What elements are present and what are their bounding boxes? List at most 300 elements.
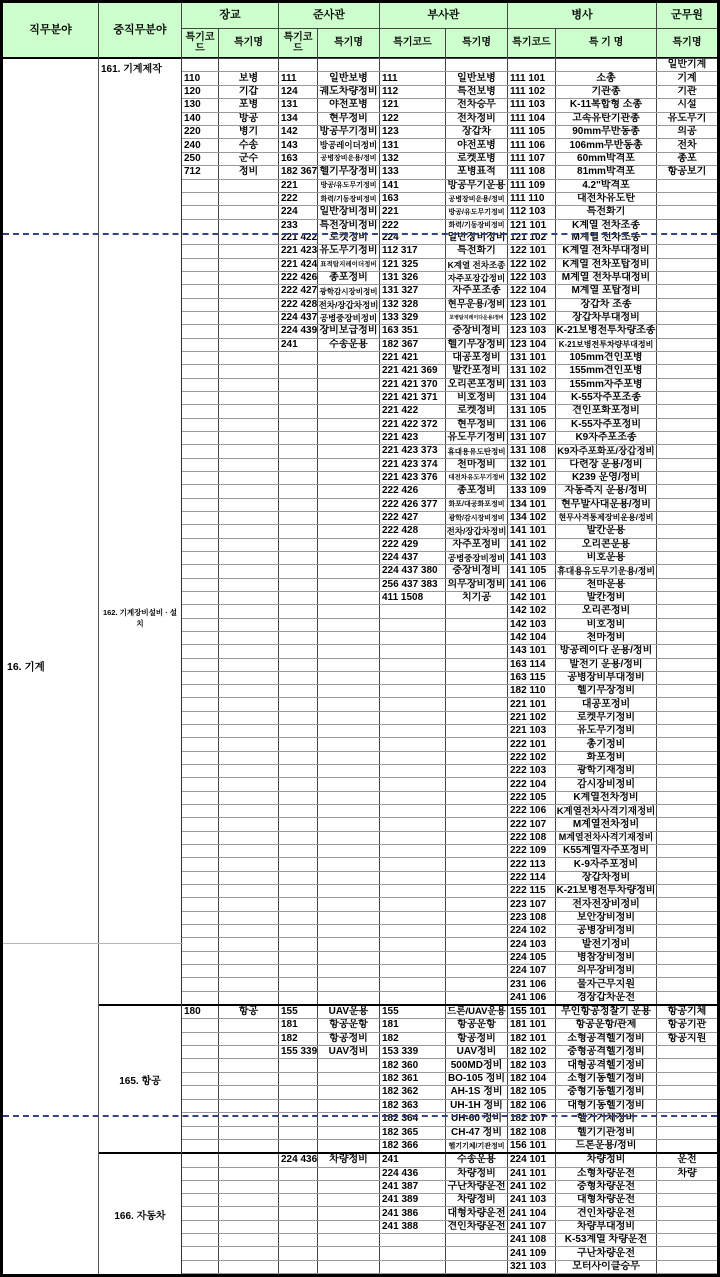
cell-officer-code — [182, 272, 219, 284]
cell-nco-name: 전차승무 — [446, 99, 508, 111]
cell-soldier-name: K-55자주포정비 — [556, 419, 657, 431]
cell-officer-code — [182, 512, 219, 524]
cell-nco-code: 256 437 383 — [380, 579, 446, 591]
cell-warrant-name — [318, 805, 380, 817]
cell-soldier-name: 대형기동헬기정비 — [556, 1100, 657, 1112]
cell-nco-name: 치기공 — [446, 592, 508, 604]
cell-nco-name: 장갑차 — [446, 126, 508, 138]
cell-warrant-code — [279, 365, 318, 377]
cell-nco-name — [446, 1261, 508, 1273]
cell-civilian-name — [657, 285, 717, 297]
cell-nco-name: 견인차량운전 — [446, 1221, 508, 1233]
cell-soldier-name: 천마정비 — [556, 632, 657, 644]
cell-nco-code — [380, 938, 446, 950]
table-row — [182, 1221, 717, 1234]
cell-soldier-code: 111 104 — [508, 113, 556, 125]
cell-nco-code: 133 — [380, 166, 446, 178]
cell-officer-name — [219, 299, 279, 311]
cell-civilian-name — [657, 220, 717, 232]
table-row — [182, 978, 717, 991]
cell-nco-name — [446, 1247, 508, 1259]
cell-nco-code — [380, 978, 446, 990]
cell-soldier-code: 223 107 — [508, 898, 556, 910]
cell-officer-name — [219, 472, 279, 484]
cell-nco-code — [380, 925, 446, 937]
cell-officer-name — [219, 59, 279, 71]
table-row — [182, 72, 717, 85]
cell-nco-name: 야전포병 — [446, 139, 508, 151]
cell-warrant-code: 224 439 — [281, 325, 318, 337]
table-row — [182, 539, 717, 552]
table-row — [182, 1086, 717, 1099]
cell-nco-name — [446, 978, 508, 990]
cell-officer-code: 220 — [182, 126, 219, 138]
cell-nco-name: 차량정비 — [446, 1194, 508, 1206]
cell-warrant-code — [279, 619, 318, 631]
cell-officer-name — [219, 272, 279, 284]
cell-warrant-code — [279, 645, 318, 657]
cell-warrant-code: 222 426 — [281, 272, 318, 284]
cell-officer-name — [219, 765, 279, 777]
cell-warrant-code — [279, 912, 318, 924]
table-row — [182, 1100, 717, 1113]
cell-nco-code — [380, 605, 446, 617]
cell-officer-name — [219, 245, 279, 257]
cell-nco-code — [380, 792, 446, 804]
cell-warrant-code — [279, 832, 318, 844]
cell-officer-name — [219, 1181, 279, 1193]
cell-nco-code: 241 389 — [380, 1194, 446, 1206]
cell-soldier-code: 222 107 — [508, 818, 556, 830]
cell-soldier-code: 182 103 — [508, 1059, 556, 1071]
cell-warrant-name — [318, 898, 380, 910]
cell-warrant-code — [279, 592, 318, 604]
cell-civilian-name — [657, 645, 717, 657]
cell-nco-name — [446, 1234, 508, 1246]
cell-officer-code — [182, 59, 219, 71]
cell-nco-code — [380, 672, 446, 684]
cell-warrant-name — [318, 1168, 380, 1180]
cell-nco-code: 182 — [380, 1033, 446, 1045]
cell-warrant-name — [318, 472, 380, 484]
cell-nco-code — [380, 632, 446, 644]
cell-civilian-name — [657, 619, 717, 631]
cell-soldier-name: 기관총 — [556, 86, 657, 98]
cell-soldier-name: 비호운용 — [556, 552, 657, 564]
cell-nco-code: 221 421 — [380, 352, 446, 364]
cell-officer-code — [182, 792, 219, 804]
cell-warrant-name: 방공레이더정비 — [318, 139, 380, 151]
table-row — [182, 365, 717, 378]
table-row — [182, 898, 717, 911]
cell-warrant-name — [318, 512, 380, 524]
cell-nco-name — [446, 752, 508, 764]
cell-warrant-name — [318, 539, 380, 551]
cell-nco-name: 총포정비 — [446, 485, 508, 497]
cell-officer-code — [182, 180, 219, 192]
cell-civilian-name — [657, 1261, 717, 1273]
cell-warrant-name: 수송운용 — [318, 339, 380, 351]
cell-warrant-code — [279, 1168, 318, 1180]
cell-civilian-name — [657, 1140, 717, 1152]
cell-nco-code — [380, 738, 446, 750]
cell-officer-name — [219, 1207, 279, 1219]
cell-nco-name — [446, 645, 508, 657]
header-soldier-name: 특 기 명 — [556, 29, 657, 59]
cell-soldier-code: 241 101 — [508, 1168, 556, 1180]
cell-officer-code — [182, 938, 219, 950]
cell-civilian-name — [657, 1113, 717, 1125]
cell-soldier-name: 헬기기관정비 — [556, 1127, 657, 1139]
cell-nco-name: 드론/UAV운용 — [446, 1006, 508, 1018]
cell-warrant-name: 야전포병 — [318, 99, 380, 111]
cell-soldier-name: K계열 전차포탑정비 — [556, 259, 657, 271]
cell-officer-name — [219, 792, 279, 804]
cell-civilian-name: 항공보기 — [667, 166, 707, 178]
cell-civilian-name: 총포 — [677, 152, 697, 164]
cell-officer-name: 병기 — [219, 126, 279, 138]
cell-nco-name: 일반장비정비 — [446, 232, 508, 244]
cell-officer-name: 수송 — [219, 139, 279, 151]
cell-warrant-code — [279, 925, 318, 937]
cell-soldier-name: 현무사격통제장비운용/정비 — [556, 512, 657, 524]
cell-officer-code — [182, 1059, 219, 1071]
cell-warrant-code — [279, 485, 318, 497]
cell-civilian-name — [657, 872, 717, 884]
cell-warrant-code — [279, 605, 318, 617]
cell-nco-name: 로켓정비 — [446, 405, 508, 417]
cell-soldier-name: 로켓무기정비 — [556, 712, 657, 724]
cell-nco-name: 자주포조종 — [446, 285, 508, 297]
header-group-civilian: 군무원 — [657, 3, 717, 29]
cell-nco-name: 수송운용 — [446, 1154, 508, 1166]
cell-civilian-name — [657, 898, 717, 910]
cell-nco-name: UH-1H 정비 — [446, 1100, 508, 1112]
section-label-162: 162. 기계장비설비 · 설치 — [102, 607, 178, 628]
cell-soldier-code: 224 101 — [508, 1154, 556, 1166]
cell-warrant-name — [318, 565, 380, 577]
cell-officer-code — [182, 232, 219, 244]
cell-soldier-name: 현무발사대운용/정비 — [556, 499, 657, 511]
cell-warrant-name — [318, 392, 380, 404]
cell-soldier-name: 드론운용/정비 — [556, 1140, 657, 1152]
cell-warrant-name: 전차/장갑차정비 — [318, 299, 379, 310]
cell-warrant-code — [279, 818, 318, 830]
cell-warrant-name — [318, 592, 380, 604]
cell-soldier-name: 공병장비부대정비 — [556, 672, 657, 684]
cell-officer-name — [219, 912, 279, 924]
cell-warrant-name — [318, 952, 380, 964]
cell-officer-name — [219, 525, 279, 537]
cell-warrant-name: 광학감시장비정비 — [318, 285, 380, 297]
cell-nco-code — [380, 965, 446, 977]
table-row — [182, 912, 717, 925]
section-161 — [182, 59, 717, 232]
cell-soldier-code: 111 106 — [508, 139, 556, 151]
cell-soldier-name: 중형공격헬기정비 — [556, 1046, 657, 1058]
cell-nco-code: 182 366 — [380, 1140, 446, 1152]
cell-warrant-name — [318, 445, 380, 457]
table-row — [182, 299, 717, 312]
cell-warrant-code — [279, 512, 318, 524]
cell-civilian-name — [657, 392, 717, 404]
cell-warrant-code: 221 — [279, 180, 318, 192]
cell-nco-name — [446, 659, 508, 671]
cell-officer-code — [182, 1194, 219, 1206]
cell-officer-name — [219, 725, 279, 737]
cell-nco-name — [446, 725, 508, 737]
cell-warrant-name — [318, 1127, 380, 1139]
cell-warrant-code — [279, 992, 318, 1004]
cell-officer-code — [182, 1261, 219, 1273]
cell-officer-code — [182, 1073, 219, 1085]
cell-nco-code: 163 — [380, 193, 446, 205]
cell-nco-code — [380, 832, 446, 844]
table-row — [182, 1019, 717, 1032]
cell-soldier-name: 전자전장비정비 — [556, 898, 657, 910]
cell-civilian-name — [657, 565, 717, 577]
cell-warrant-name — [318, 1100, 380, 1112]
table-row — [182, 872, 717, 885]
cell-soldier-code: 111 105 — [508, 126, 556, 138]
cell-civilian-name — [657, 552, 717, 564]
cell-officer-name — [219, 778, 279, 790]
cell-nco-name: 대공포정비 — [446, 352, 508, 364]
cell-soldier-name: K-55자주포조종 — [556, 392, 657, 404]
cell-officer-name — [219, 632, 279, 644]
cell-warrant-code: 131 — [279, 99, 318, 111]
cell-officer-name — [219, 672, 279, 684]
cell-civilian-name — [657, 672, 717, 684]
cell-officer-name: 보병 — [219, 72, 279, 84]
cell-soldier-code: 182 107 — [508, 1113, 556, 1125]
cell-soldier-code: 231 106 — [508, 978, 556, 990]
cell-nco-name: 특전화기 — [446, 245, 508, 257]
cell-warrant-code — [279, 965, 318, 977]
cell-officer-code — [182, 712, 219, 724]
cell-warrant-code: 124 — [279, 86, 318, 98]
table-row — [182, 59, 717, 72]
cell-warrant-code — [279, 858, 318, 870]
cell-warrant-name — [318, 965, 380, 977]
cell-soldier-code: 241 109 — [508, 1247, 556, 1259]
section-label-161: 161. 기계제작 — [101, 64, 162, 75]
cell-soldier-code: 182 106 — [508, 1100, 556, 1112]
cell-officer-name: 방공 — [219, 113, 279, 125]
table-row — [182, 139, 717, 152]
cell-nco-name — [446, 845, 508, 857]
cell-warrant-name: UAV정비 — [318, 1046, 380, 1058]
table-row — [182, 925, 717, 938]
cell-nco-code: 153 339 — [380, 1046, 446, 1058]
cell-officer-name — [219, 698, 279, 710]
cell-civilian-name: 항공지원 — [667, 1032, 707, 1044]
cell-warrant-name — [318, 579, 380, 591]
cell-soldier-name: K9자주포조종 — [556, 432, 657, 444]
cell-officer-name — [219, 1073, 279, 1085]
cell-warrant-name — [318, 659, 380, 671]
cell-soldier-code: 123 102 — [508, 312, 556, 324]
cell-officer-code — [182, 605, 219, 617]
cell-soldier-code: 111 110 — [508, 193, 556, 205]
table-row — [182, 1059, 717, 1072]
cell-nco-code: 224 437 380 — [380, 565, 446, 577]
cell-officer-code — [182, 698, 219, 710]
cell-nco-name: 발칸포정비 — [446, 365, 508, 377]
cell-warrant-name — [318, 738, 380, 750]
cell-soldier-name: 방공레이다 운용/정비 — [556, 645, 657, 657]
cell-nco-name: 헬기기체/기관정비 — [446, 1140, 508, 1152]
cell-officer-name — [219, 1086, 279, 1098]
cell-warrant-code: 221 422 — [281, 232, 318, 244]
cell-soldier-name: 발전기 운용/정비 — [556, 659, 657, 671]
cell-soldier-name: 천마운용 — [556, 579, 657, 591]
cell-officer-name — [219, 579, 279, 591]
table-row — [182, 1127, 717, 1140]
cell-nco-code: 221 421 371 — [380, 392, 446, 404]
cell-civilian-name — [657, 1181, 717, 1193]
cell-soldier-code: 222 102 — [508, 752, 556, 764]
cell-soldier-code: 122 103 — [508, 272, 556, 284]
cell-warrant-name: 유도무기정비 — [318, 245, 380, 257]
table-row — [182, 220, 717, 232]
cell-soldier-name: M계열 포탑정비 — [556, 285, 657, 297]
cell-officer-code — [182, 1140, 219, 1152]
cell-soldier-name: 공병장비정비 — [556, 925, 657, 937]
cell-soldier-code: 121 102 — [508, 232, 556, 244]
table-row — [182, 113, 717, 126]
cell-officer-code — [182, 978, 219, 990]
cell-soldier-name: 발칸정비 — [556, 592, 657, 604]
cell-civilian-name — [657, 605, 717, 617]
cell-civilian-name: 차량 — [677, 1167, 697, 1179]
cell-soldier-code: 132 102 — [508, 472, 556, 484]
cell-soldier-code: 131 102 — [508, 365, 556, 377]
table-row — [182, 392, 717, 405]
cell-soldier-name: K55계열자주포정비 — [556, 845, 657, 857]
cell-civilian-name: 일반기계 — [667, 59, 707, 71]
cell-nco-name: 포병탐지레이다운용/정비 — [446, 312, 508, 324]
cell-officer-name — [219, 818, 279, 830]
cell-nco-code — [380, 712, 446, 724]
cell-civilian-name — [657, 1221, 717, 1233]
cell-soldier-code: 182 105 — [508, 1086, 556, 1098]
cell-officer-name — [219, 1221, 279, 1233]
cell-officer-code — [182, 845, 219, 857]
cell-soldier-code: 241 104 — [508, 1207, 556, 1219]
cell-civilian-name — [657, 299, 717, 311]
cell-nco-name: 자주포정비 — [446, 539, 508, 551]
cell-soldier-name: K239 운영/정비 — [556, 472, 657, 484]
cell-soldier-name: 오리콘운용 — [556, 539, 657, 551]
cell-nco-code: 221 — [380, 206, 446, 218]
table-row — [182, 166, 717, 179]
cell-nco-name: 헬기무장정비 — [446, 339, 508, 351]
cell-nco-code: 131 327 — [380, 285, 446, 297]
cell-soldier-name: 오리콘정비 — [556, 605, 657, 617]
cell-nco-name — [446, 765, 508, 777]
cell-soldier-name: 장갑차부대정비 — [556, 312, 657, 324]
cell-nco-name — [446, 619, 508, 631]
cell-soldier-code: 131 101 — [508, 352, 556, 364]
cell-soldier-name: 155mm자주포병 — [556, 379, 657, 391]
cell-warrant-code — [279, 805, 318, 817]
cell-officer-name — [219, 499, 279, 511]
table-row — [182, 379, 717, 392]
cell-soldier-name: 155mm견인포병 — [556, 365, 657, 377]
cell-soldier-code: 131 104 — [508, 392, 556, 404]
cell-officer-code — [182, 325, 219, 337]
cell-warrant-code — [279, 459, 318, 471]
cell-warrant-name: 궤도차량정비 — [318, 86, 380, 98]
cell-soldier-name: 60mm박격포 — [556, 153, 657, 165]
cell-officer-name — [219, 1234, 279, 1246]
cell-soldier-name: 총기정비 — [556, 738, 657, 750]
header-nco-code: 특기코드 — [380, 29, 446, 59]
cell-nco-code — [380, 1247, 446, 1259]
cell-officer-code — [182, 565, 219, 577]
table-row — [182, 1006, 717, 1019]
cell-nco-code: 112 — [380, 86, 446, 98]
cell-nco-code: 121 325 — [380, 259, 446, 271]
cell-officer-code — [182, 632, 219, 644]
cell-officer-name — [219, 392, 279, 404]
cell-officer-code — [182, 1234, 219, 1246]
cell-nco-name: 중장비정비 — [446, 565, 508, 577]
cell-civilian-name: 유도무기 — [667, 112, 707, 124]
cell-officer-name — [219, 1019, 279, 1031]
cell-warrant-code — [279, 738, 318, 750]
cell-soldier-name: 대형차량운전 — [556, 1194, 657, 1206]
cell-officer-name — [219, 312, 279, 324]
cell-soldier-name: M계열전차사격기재정비 — [556, 832, 657, 844]
cell-officer-name — [219, 845, 279, 857]
cell-nco-name: AH-1S 정비 — [446, 1086, 508, 1098]
table-row — [182, 1073, 717, 1086]
cell-warrant-name: UAV운용 — [318, 1006, 380, 1018]
cell-soldier-name: 보안장비정비 — [556, 912, 657, 924]
cell-soldier-name: 자동측지 운용/정비 — [556, 485, 657, 497]
cell-officer-code — [182, 1247, 219, 1259]
cell-warrant-name — [318, 1140, 380, 1152]
cell-warrant-name: 장비보급정비 — [318, 325, 380, 337]
cell-soldier-name: 구난차량운전 — [556, 1247, 657, 1259]
cell-warrant-name — [318, 485, 380, 497]
cell-warrant-code — [279, 419, 318, 431]
cell-warrant-code — [279, 1113, 318, 1125]
cell-nco-name — [446, 872, 508, 884]
cell-warrant-name — [318, 1194, 380, 1206]
cell-nco-name: 특전보병 — [446, 86, 508, 98]
cell-nco-code: 222 429 — [380, 539, 446, 551]
cell-warrant-code — [279, 379, 318, 391]
cell-soldier-code: 182 101 — [508, 1033, 556, 1045]
cell-warrant-code — [279, 659, 318, 671]
cell-nco-code: 141 — [380, 180, 446, 192]
cell-soldier-code: 111 101 — [508, 72, 556, 84]
cell-nco-name — [446, 698, 508, 710]
table-row — [182, 805, 717, 818]
cell-warrant-code — [279, 472, 318, 484]
section-166 — [182, 1152, 717, 1274]
cell-officer-name — [219, 565, 279, 577]
cell-nco-name: 공병중장비정비 — [446, 552, 508, 564]
cell-nco-name: 방공무기운용 — [446, 180, 508, 192]
cell-soldier-code: 131 103 — [508, 379, 556, 391]
cell-civilian-name — [657, 485, 717, 497]
table-row — [182, 659, 717, 672]
cell-soldier-name: 소형기동헬기정비 — [556, 1073, 657, 1085]
